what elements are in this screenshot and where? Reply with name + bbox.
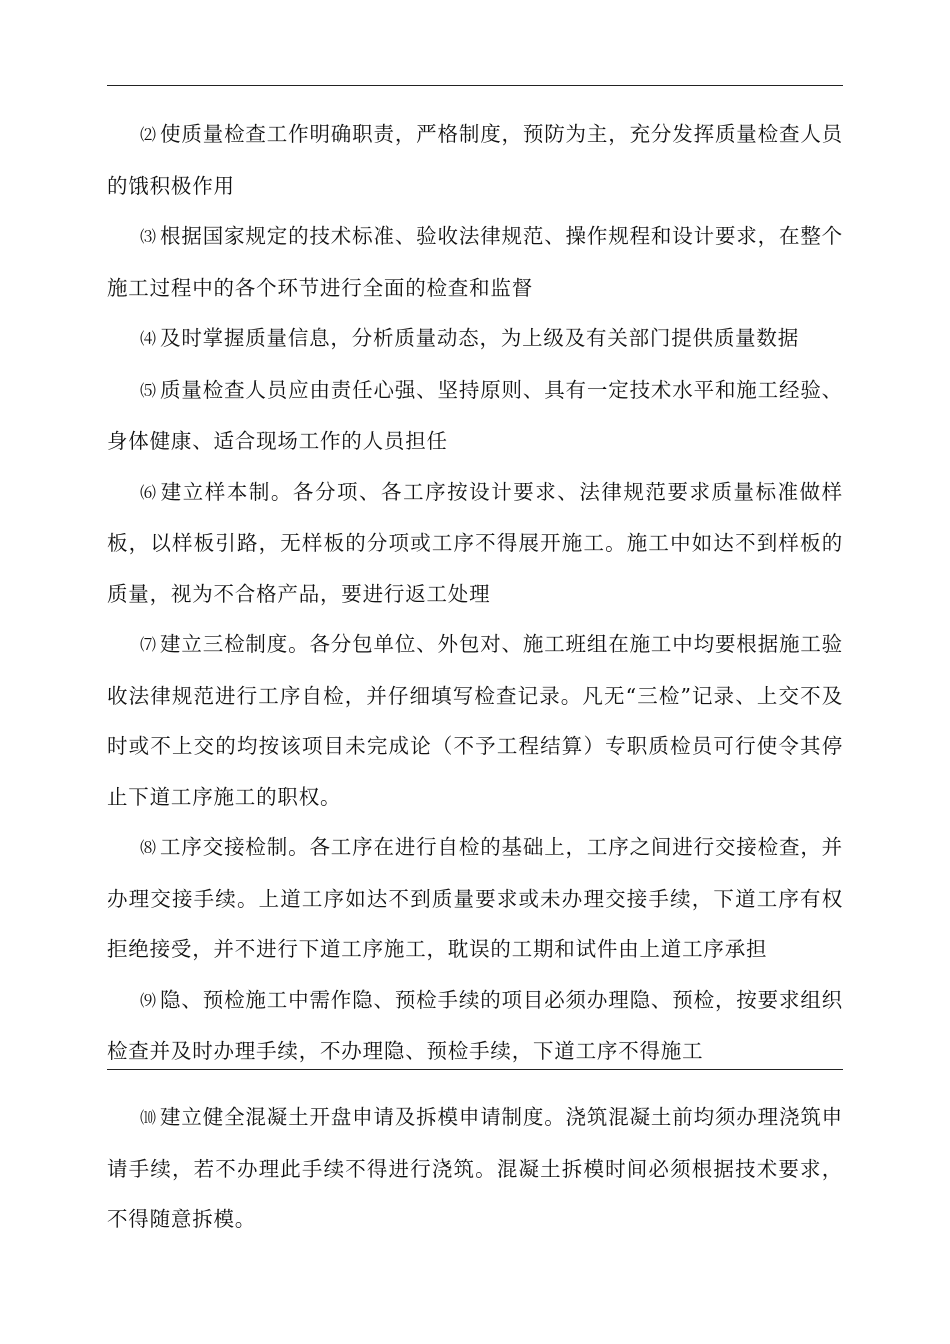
item-number: ⑺ [140, 635, 157, 654]
content-block-top [107, 109, 843, 1077]
paragraph-8 [107, 822, 843, 975]
paragraph-9 [107, 975, 843, 1077]
paragraph-text: 建立三检制度。各分包单位、外包对、施工班组在施工中均要根据施工验收法律规范进行工序自检，并仔细填写检查记录。凡无“三检”记录、上交不及时或不上交的均按该项目未完成论（不予工程结算）专职质检员可行使令其停止下道工序施工的职权。 [107, 632, 843, 809]
item-number: ⑼ [140, 990, 157, 1010]
paragraph-3 [107, 211, 843, 313]
item-number: ⑽ [140, 1108, 157, 1127]
item-number: ⑵ [140, 125, 157, 144]
paragraph-text: 根据国家规定的技术标准、验收法律规范、操作规程和设计要求，在整个施工过程中的各个环节进行全面的检查和监督 [107, 224, 843, 300]
paragraph-text: 质量检查人员应由责任心强、坚持原则、具有一定技术水平和施工经验、身体健康、适合现场工作的人员担任 [107, 377, 843, 453]
paragraph-2 [107, 109, 843, 211]
paragraph-text: 使质量检查工作明确职责，严格制度，预防为主，充分发挥质量检查人员的饿积极作用 [107, 122, 843, 198]
paragraph-text: 工序交接检制。各工序在进行自检的基础上，工序之间进行交接检查，并办理交接手续。上道工序如达不到质量要求或未办理交接手续，下道工序有权拒绝接受，并不进行下道工序施工，耽误的工期和试件由上道工序承担 [107, 835, 843, 961]
paragraph-5 [107, 365, 843, 467]
content-block-bottom [107, 1092, 843, 1245]
item-number: ⑶ [140, 227, 157, 246]
paragraph-7 [107, 619, 843, 822]
paragraph-4 [107, 313, 843, 365]
item-number: ⑷ [140, 329, 157, 348]
paragraph-text: 隐、预检施工中需作隐、预检手续的项目必须办理隐、预检，按要求组织检查并及时办理手续，不办理隐、预检手续，下道工序不得施工 [107, 987, 843, 1063]
item-number: ⑸ [140, 380, 157, 400]
paragraph-6 [107, 467, 843, 620]
section-divider [107, 1069, 843, 1070]
item-number: ⑻ [140, 838, 157, 857]
paragraph-10 [107, 1092, 843, 1245]
paragraph-text: 建立健全混凝土开盘申请及拆模申请制度。浇筑混凝土前均须办理浇筑申请手续，若不办理此手续不得进行浇筑。混凝土拆模时间必须根据技术要求，不得随意拆模。 [107, 1105, 843, 1231]
top-divider [107, 85, 843, 86]
item-number: ⑹ [140, 482, 157, 502]
paragraph-text: 及时掌握质量信息，分析质量动态，为上级及有关部门提供质量数据 [160, 326, 800, 350]
paragraph-text: 建立样本制。各分项、各工序按设计要求、法律规范要求质量标准做样板，以样板引路，无样板的分项或工序不得展开施工。施工中如达不到样板的质量，视为不合格产品，要进行返工处理 [107, 479, 843, 606]
